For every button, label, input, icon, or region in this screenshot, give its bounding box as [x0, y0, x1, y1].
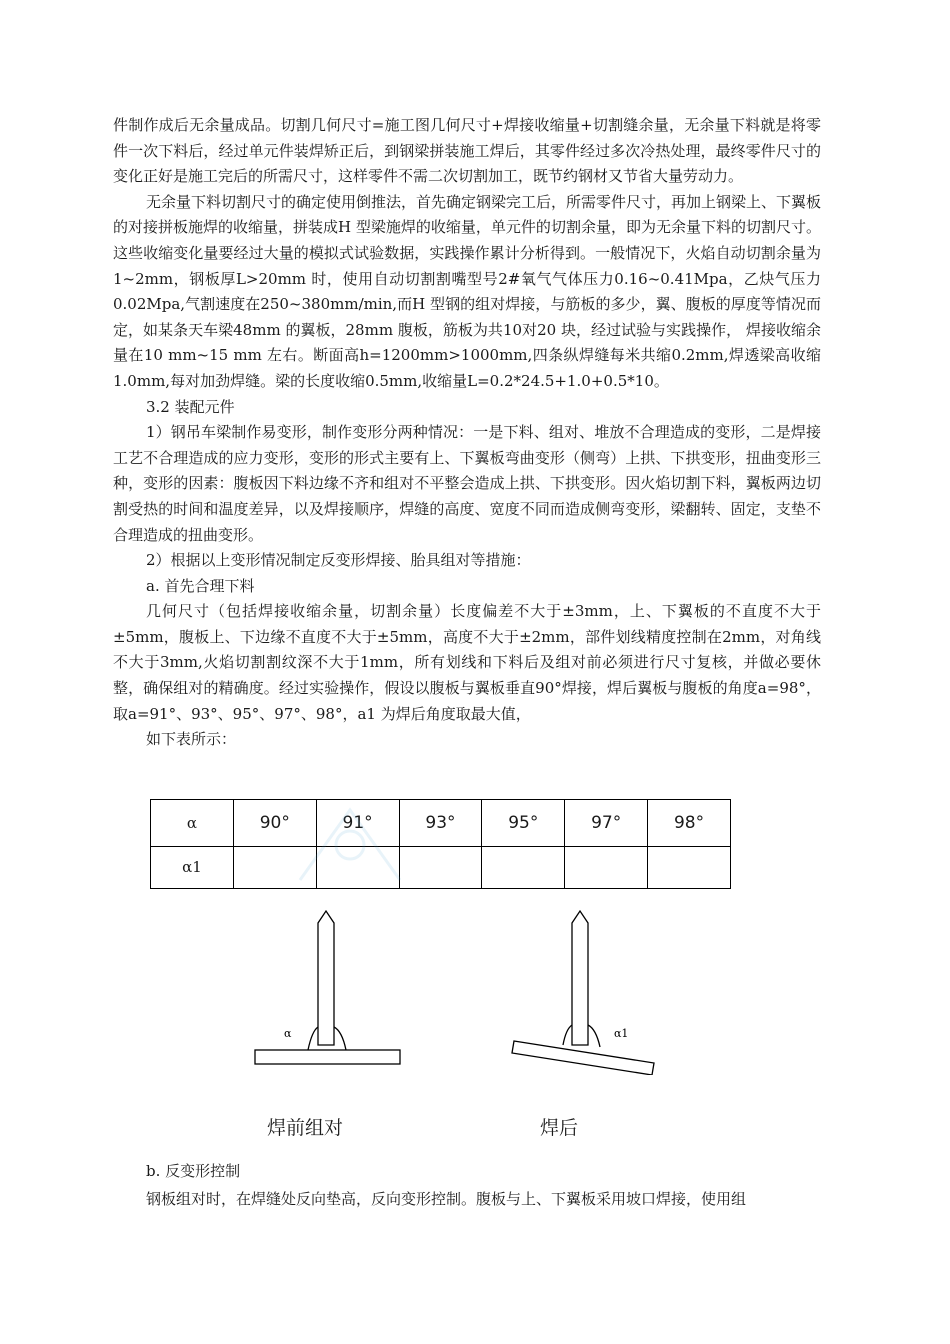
angle-table	[150, 799, 731, 889]
web-plate	[318, 911, 334, 1045]
table-cell-angle: 95°	[482, 800, 565, 847]
caption-after-welding: 焊后	[540, 1117, 579, 1139]
caption-before-welding: 焊前组对	[267, 1117, 344, 1139]
weld-diagram-before	[250, 905, 405, 1067]
body-text-block	[113, 113, 821, 753]
watermark-graphic	[290, 800, 410, 890]
angle-label-alpha: α	[284, 1027, 292, 1040]
weld-diagram-after	[508, 905, 658, 1075]
flange-plate	[255, 1050, 400, 1064]
paragraph-geometry: 几何尺寸（包括焊接收缩余量，切割余量）长度偏差不大于±3mm，上、下翼板的不直度不大于±5mm，腹板上、下边缘不直度不大于±5mm，高度不大于±2mm，部件划线精度控制在2mm，对角线不大于3mm,火焰切割割纹深不大于1mm，所有划线和下料后及组对前必须进行尺寸复核，并做必要休整，确保组对的精确度。经过实验操作，假设以腹板与翼板垂直90°焊接，焊后翼板与腹板的角度a=98°，取a=91°、93°、95°、97°、98°，a1 为焊后角度取最大值，	[113, 602, 821, 723]
table-cell-empty	[565, 846, 648, 888]
paragraph-2: 无余量下料切割尺寸的确定使用倒推法，首先确定钢梁完工后，所需零件尺寸，再加上钢梁上、下翼板的对接拼板施焊的收缩量，拼装成H 型梁施焊的收缩量，单元件的切割余量，即为无余量下料的切割尺寸。这些收缩变化量要经过大量的模拟式试验数据，实践操作累计分析得到。一般情况下，火焰自动切割余量为1~2mm，钢板厚L>20mm 时，使用自动切割割嘴型号2#氧气气体压力0.16~0.41Mpa，乙炔气压力0.02Mpa,气割速度在250~380mm/min,而H 型钢的组对焊接，与筋板的多少，翼、腹板的厚度等情况而定，如某条天车梁48mm 的翼板，28mm 腹板，筋板为共10对20 块，经过试验与实践操作， 焊接收缩余量在10 mm~15 mm 左右。断面高h=1200mm>1000mm,四条纵焊缝每米共缩0.2mm,焊透梁高收缩1.0mm,每对加劲焊缝。梁的长度收缩0.5mm,收缩量L=0.2*24.5+1.0+0.5*10。	[113, 192, 822, 390]
paragraph-deformation: 1）钢吊车梁制作易变形，制作变形分两种情况：一是下料、组对、堆放不合理造成的变形，二是焊接工艺不合理造成的应力变形，变形的形式主要有上、下翼板弯曲变形（侧弯）上拱、下拱变形，扭曲变形三种，变形的因素：腹板因下料边缘不齐和组对不平整会造成上拱、下拱变形。因火焰切割下料，翼板两边切割受热的时间和温度差异，以及焊接顺序，焊缝的高度、宽度不同而造成侧弯变形，梁翻转、固定，支垫不合理造成的扭曲变形。	[113, 423, 821, 544]
web-plate	[572, 911, 588, 1045]
table-cell-empty	[482, 846, 565, 888]
table-cell-angle: 91°	[316, 800, 399, 847]
paragraph-measures: 2）根据以上变形情况制定反变形焊接、胎具组对等措施：	[146, 551, 531, 570]
table-row	[151, 846, 731, 888]
table-cell-angle: 93°	[399, 800, 482, 847]
section-heading-3-2: 3.2 装配元件	[146, 397, 235, 416]
flange-plate-bent	[512, 1041, 654, 1075]
table-cell-angle: 98°	[648, 800, 731, 847]
paragraph-section-b: 钢板组对时，在焊缝处反向垫高，反向变形控制。腹板与上、下翼板采用坡口焊接，使用组	[146, 1190, 747, 1208]
paragraph-table-intro: 如下表所示：	[146, 730, 237, 749]
table-cell-angle: 90°	[233, 800, 316, 847]
table-cell-label-alpha1: α1	[151, 846, 234, 888]
table-cell-empty	[399, 846, 482, 888]
table-row	[151, 800, 731, 847]
table-cell-angle: 97°	[565, 800, 648, 847]
table-cell-label-alpha: α	[151, 800, 234, 847]
subheading-a: a. 首先合理下料	[146, 576, 255, 595]
angle-label-alpha1: α1	[614, 1027, 629, 1040]
paragraph-1: 件制作成后无余量成品。切割几何尺寸=施工图几何尺寸+焊接收缩量+切割缝余量，无余量下料就是将零件一次下料后，经过单元件装焊矫正后，到钢梁拼装施工焊后，其零件经过多次冷热处理，最终零件尺寸的变化正好是施工完后的所需尺寸，这样零件不需二次切割加工，既节约钢材又节省大量劳动力。	[113, 116, 821, 186]
subheading-b: b. 反变形控制	[146, 1162, 241, 1180]
table-cell-empty	[648, 846, 731, 888]
section-b-block	[113, 1157, 821, 1213]
